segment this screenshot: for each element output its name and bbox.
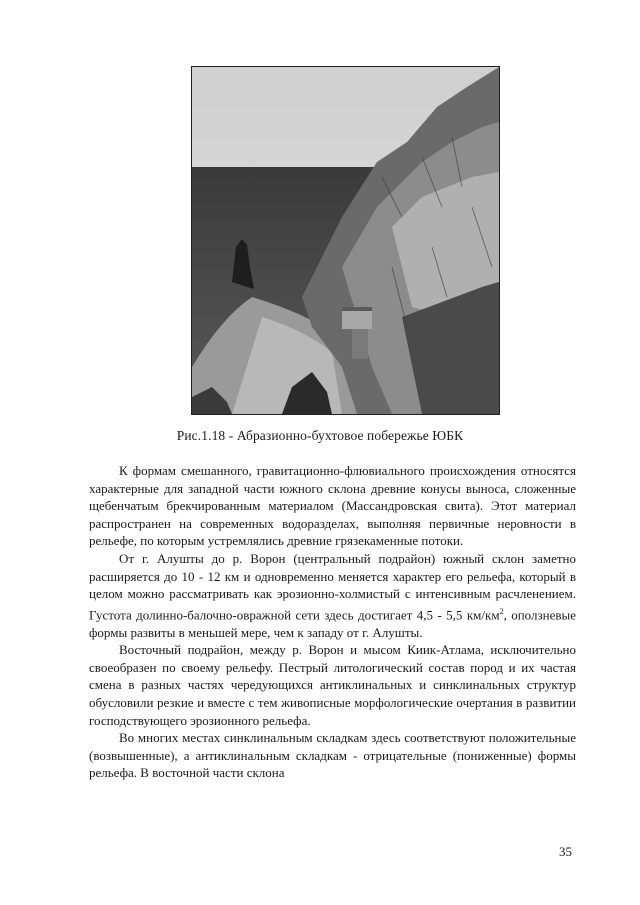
photo-drawing [192,67,499,414]
paragraph-text: К формам смешанного, гравитационно-флювиального происхождения относятся характерные для западной части южного склона древние конусы выноса, сложенные щебенчатым брекчированным материалом (Массандровская свита). Этот материал распространен на современных водоразделах, выполняя первичные неровности в рельефе, по которым устремлялись древние грязекаменные потоки. [89,463,576,549]
paragraph-text: , оползневые формы развиты в меньшей мере, чем к западу от г. Алушты. [89,607,577,640]
paragraph-text: Во многих местах синклинальным складкам здесь соответствуют положительные (возвышенные), а антиклинальным складкам - отрицательные (пониженные) формы рельефа. В восточной части склона [89,730,576,781]
paragraph [89,729,576,782]
paragraph [89,462,576,550]
paragraph-text: От г. Алушты до р. Ворон (центральный подрайон) южный склон заметно расширяется до 10 - 12 км и одновременно меняется характер его рельефа, который в целом можно рассматривать как эрозионно-холмистый с интенсивным расчленением. Густота долинно-балочно-овражной сети здесь достигает 4,5 - 5,5 км/км [89,550,576,623]
body-text [89,462,576,782]
coastal-cliff-photo [191,66,500,415]
superscript: 2 [499,606,504,616]
paragraph [89,550,576,641]
paragraph [89,641,576,729]
paragraph-text: Восточный подрайон, между р. Ворон и мысом Киик-Атлама, исключительно своеобразен по своему рельефу. Пестрый литологический состав пород и их частая смена в разных частях чередующихся антиклинальных и синклинальных структур обусловили резкие и вместе с тем живописные морфологические очертания в развитии господствующего эрозионного рельефа. [89,642,576,728]
page-number: 35 [559,844,572,859]
figure-caption: Рис.1.18 - Абразионно-бухтовое побережье ЮБК [176,428,464,443]
